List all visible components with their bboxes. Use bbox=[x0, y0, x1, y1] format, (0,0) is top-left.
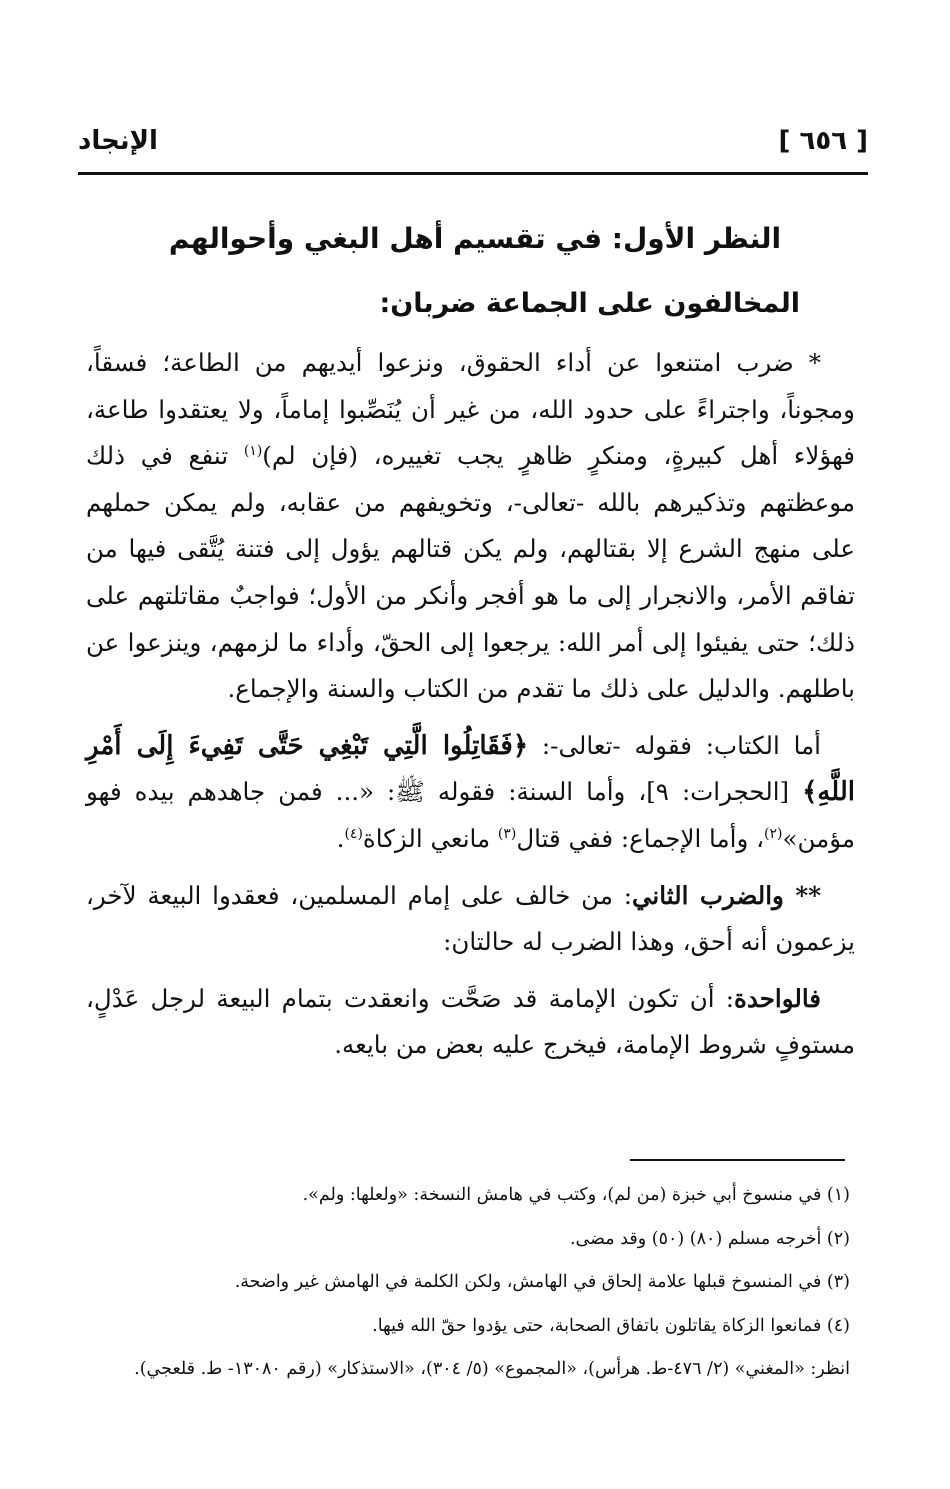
section-heading: النظر الأول: في تقسيم أهل البغي وأحوالهم bbox=[168, 222, 782, 255]
paragraph-2 bbox=[86, 723, 855, 863]
footnote-ref-1: (١) bbox=[243, 443, 263, 460]
paragraph-2-text-b: [الحجرات: ٩]، وأما السنة: فقوله ﷺ: «... فمن جاهدهم بيده فهو مؤمن» bbox=[86, 777, 855, 853]
footnote-4-continuation: انظر: «المغني» (٢/ ٤٧٦-ط. هرأس)، «المجموع» (٥/ ٣٠٤)، «الاستذكار» (رقم ١٣٠٨٠- ط. قلعجي). bbox=[134, 1359, 850, 1379]
subheading: المخالفون على الجماعة ضربان: bbox=[379, 288, 800, 319]
paragraph-3-text: : من خالف على إمام المسلمين، فعقدوا البيعة لآخر، يزعمون أنه أحق، وهذا الضرب له حالتان: bbox=[86, 880, 855, 957]
page-header bbox=[78, 120, 868, 175]
paragraph-3-lead: ** والضرب الثاني bbox=[632, 880, 822, 910]
running-title: الإنجاد bbox=[78, 126, 158, 156]
paragraph-4-lead: فالواحدة bbox=[734, 983, 821, 1013]
paragraph-1 bbox=[86, 340, 855, 713]
paragraph-3 bbox=[86, 873, 855, 966]
footnote-ref-2: (٢) bbox=[763, 825, 783, 842]
paragraph-2-text-a: أما الكتاب: فقوله -تعالى-: bbox=[528, 730, 821, 760]
footnote-ref-3: (٣) bbox=[497, 825, 517, 842]
paragraph-2-text-e: . bbox=[336, 823, 345, 853]
footnote-3: (٣) في المنسوخ قبلها علامة إلحاق في الهامش، ولكن الكلمة في الهامش غير واضحة. bbox=[234, 1272, 850, 1292]
main-text bbox=[86, 340, 855, 1079]
footnote-1: (١) في منسوخ أبي خبزة (من لم)، وكتب في هامش النسخة: «ولعلها: ولم». bbox=[302, 1185, 850, 1205]
paragraph-4-text: : أن تكون الإمامة قد صَحَّت وانعقدت بتمام البيعة لرجل عَدْلٍ، مستوفٍ شروط الإمامة، فيخرج عليه بعض من بايعه. bbox=[86, 983, 855, 1060]
footnotes bbox=[80, 1174, 850, 1392]
paragraph-4 bbox=[86, 976, 855, 1069]
paragraph-1-text-a: * ضرب امتنعوا عن أداء الحقوق، ونزعوا أيديهم من الطاعة؛ فسقاً، ومجوناً، واجتراءً على حدود الله، من غير أن يُنَصِّبوا إماماً، ولا يعتقدوا طاعة، فهؤلاء أهل كبيرةٍ، ومنكرٍ ظاهرٍ يجب تغييره، (فإن لم) bbox=[86, 348, 855, 471]
footnote-ref-4: (٤) bbox=[344, 825, 363, 842]
page-number: [ ٦٥٦ ] bbox=[778, 126, 868, 156]
footnote-2: (٢) أخرجه مسلم (٨٠) (٥٠) وقد مضى. bbox=[569, 1228, 850, 1249]
quran-verse: ﴿فَقَاتِلُوا الَّتِي تَبْغِي حَتَّى تَفِيءَ إِلَى أَمْرِ اللَّهِ﴾ bbox=[86, 730, 855, 808]
footnote-4: (٤) فمانعوا الزكاة يقاتلون باتفاق الصحابة، حتى يؤدوا حقّ الله فيها. bbox=[372, 1315, 850, 1336]
paragraph-2-text-c: ، وأما الإجماع: ففي قتال bbox=[516, 823, 764, 853]
paragraph-1-text-b: تنفع في ذلك موعظتهم وتذكيرهم بالله -تعالى-، وتخويفهم من عقابه، ولم يمكن حملهم على منهج الشرع إلا بقتالهم، ولم يكن قتالهم يؤول إلى فتنة يُتَّقى فيها من تفاقم الأمر، والانجرار إلى ما هو أفجر وأنكر من الأول؛ فواجبٌ مقاتلتهم على ذلك؛ حتى يفيئوا إلى أمر الله: يرجعوا إلى الحقّ، وأداء ما لزمهم، وينزعوا عن باطلهم. والدليل على ذلك ما تقدم من الكتاب والسنة والإجماع. bbox=[86, 441, 855, 704]
footnote-divider bbox=[630, 1159, 845, 1161]
paragraph-2-text-d: مانعي الزكاة bbox=[362, 823, 498, 853]
